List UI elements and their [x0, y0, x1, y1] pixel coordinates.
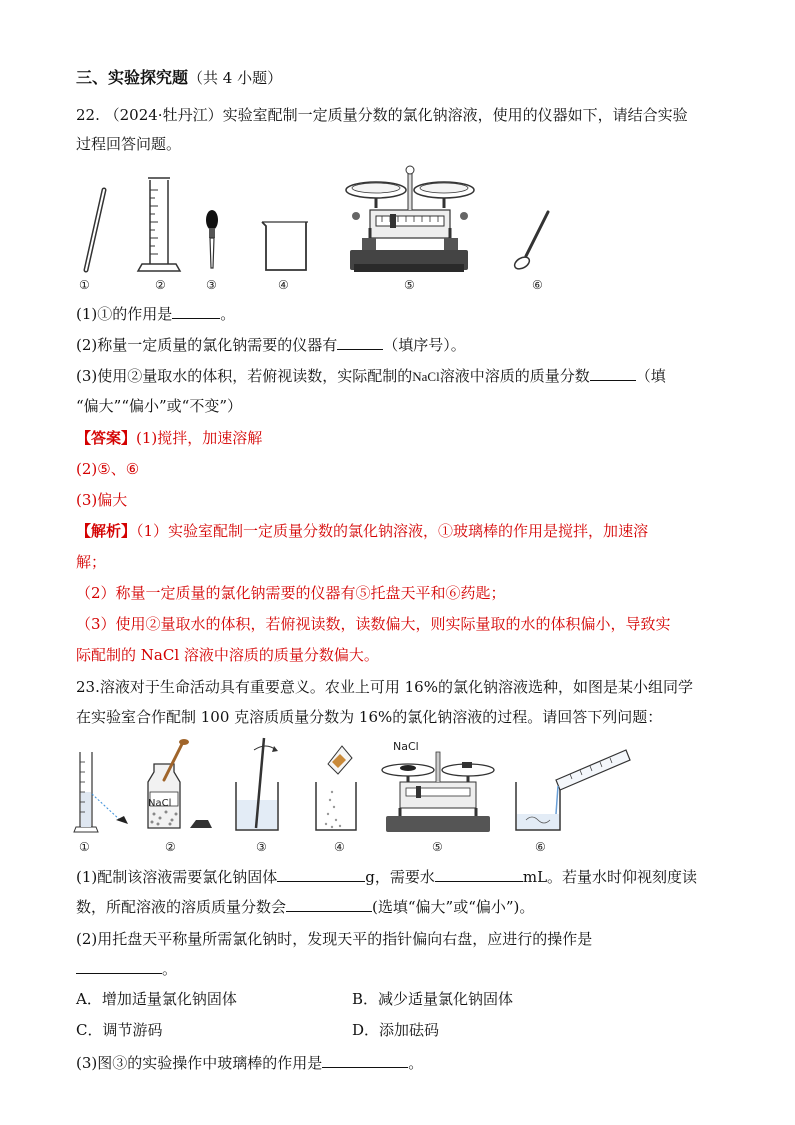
q22-stem-line1: 22. （2024·牡丹江）实验室配制一定质量分数的氯化钠溶液，使用的仪器如下，请结合实验	[76, 106, 688, 124]
q23-part1-text5: (选填“偏大”或“偏小”)。	[372, 898, 535, 916]
q23-bottle-nacl-label: NaCl	[148, 798, 172, 809]
section-heading	[76, 68, 282, 88]
q22-analysis2: （2）称量一定质量的氯化钠需要的仪器有⑤托盘天平和⑥药匙；	[76, 584, 506, 602]
q23-label-1: ①	[79, 840, 90, 854]
q23-part1-line2	[76, 897, 534, 917]
q23-part1-text2: g，需要水	[365, 868, 435, 886]
answer1-text: (1)搅拌，加速溶解	[136, 429, 263, 447]
q23-part2-line2	[76, 959, 177, 979]
q22-answer1	[76, 428, 262, 448]
q22-part1-end: 。	[220, 305, 236, 323]
dropper-icon	[206, 210, 218, 268]
pouring-solid-icon	[316, 746, 356, 830]
beaker-icon	[262, 222, 308, 270]
analysis-tag: 【解析】	[76, 522, 137, 540]
q22-label-5: ⑤	[404, 278, 415, 292]
q22-part3-line1	[76, 366, 666, 387]
q22-part1-blank	[172, 304, 220, 319]
q22-part3-text: (3)使用②量取水的体积，若俯视读数，实际配制的	[76, 367, 413, 385]
q23-part1-blank3	[286, 897, 372, 912]
q22-apparatus-figure	[70, 160, 570, 300]
q23-part1-blank2	[435, 867, 523, 882]
q23-part1-text: (1)配制该溶液需要氯化钠固体	[76, 868, 278, 886]
section-title: 三、实验探究题	[76, 68, 189, 87]
q22-part3-nacl: NaCl	[412, 369, 440, 384]
q22-part1	[76, 304, 235, 324]
graduated-cylinder-icon	[138, 178, 180, 271]
q22-label-2: ②	[155, 278, 166, 292]
q22-analysis3-line1: （3）使用②量取水的体积，若俯视读数，读数偏大，则实际量取的水的体积偏小，导致实	[76, 615, 671, 633]
q23-part1-line1	[76, 867, 697, 887]
q22-part3-line2: “偏大”“偏小”或“不变”）	[76, 397, 243, 415]
q22-analysis3-line2: 际配制的 NaCl 溶液中溶质的质量分数偏大。	[76, 646, 379, 664]
q22-label-6: ⑥	[532, 278, 543, 292]
analysis1-text: （1）实验室配制一定质量分数的氯化钠溶液，①玻璃棒的作用是搅拌，加速溶	[136, 522, 649, 540]
q23-part1-text3: mL。若量水时仰视刻度读	[522, 868, 698, 886]
pan-balance-icon	[346, 166, 474, 272]
q22-part2	[76, 335, 466, 355]
q23-label-2: ②	[165, 840, 176, 854]
reagent-bottle-icon	[148, 739, 212, 828]
q23-label-5: ⑤	[432, 840, 443, 854]
q23-procedure-figure	[70, 732, 640, 842]
cylinder-reading-icon	[74, 752, 128, 832]
q23-part1-blank1	[277, 867, 365, 882]
q23-label-4: ④	[334, 840, 345, 854]
q23-part3-blank	[322, 1053, 408, 1068]
q23-stem-line2: 在实验室合作配制 100 克溶质质量分数为 16%的氯化钠溶液的过程。请回答下列问题：	[76, 708, 663, 726]
q23-part3-text: (3)图③的实验操作中玻璃棒的作用是	[76, 1054, 323, 1072]
q22-part3-text3: （填	[635, 367, 666, 385]
pouring-liquid-icon	[516, 750, 630, 830]
q22-answer3: (3)偏大	[76, 491, 128, 509]
balance-nacl-icon	[382, 752, 494, 832]
q22-analysis1-line2: 解；	[76, 553, 107, 571]
q23-part2-blank	[76, 959, 162, 974]
q22-part1-text: (1)①的作用是	[76, 305, 173, 323]
q22-answer2: (2)⑤、⑥	[76, 460, 140, 478]
q22-label-3: ③	[206, 278, 217, 292]
glass-rod-icon	[86, 190, 104, 270]
q23-option-b: B．减少适量氯化钠固体	[352, 990, 514, 1008]
q22-stem-line2: 过程回答问题。	[76, 135, 182, 153]
q22-part2-blank	[337, 335, 383, 350]
q22-part2-end: （填序号）。	[383, 336, 466, 354]
q23-part2-line1: (2)用托盘天平称量所需氯化钠时，发现天平的指针偏向右盘，应进行的操作是	[76, 930, 593, 948]
q23-option-d: D．添加砝码	[352, 1021, 440, 1039]
q22-label-1: ①	[79, 278, 90, 292]
q23-part3	[76, 1053, 423, 1073]
spoon-icon	[513, 212, 548, 271]
q23-part1-text4: 数，所配溶液的溶质质量分数会	[76, 898, 287, 916]
q23-stem-line1: 23.溶液对于生命活动具有重要意义。农业上可用 16%的氯化钠溶液选种，如图是某小组同学	[76, 678, 693, 696]
answer-tag: 【答案】	[76, 429, 137, 447]
q23-label-3: ③	[256, 840, 267, 854]
q22-part3-text2: 溶液中溶质的质量分数	[439, 367, 590, 385]
q22-analysis1-line1	[76, 521, 648, 541]
stirring-beaker-icon	[236, 738, 278, 830]
q23-label-6: ⑥	[535, 840, 546, 854]
q23-option-a: A．增加适量氯化钠固体	[76, 990, 237, 1008]
q22-part2-text: (2)称量一定质量的氯化钠需要的仪器有	[76, 336, 338, 354]
q22-label-4: ④	[278, 278, 289, 292]
q23-part2-end: 。	[162, 960, 178, 978]
q23-balance-nacl-label: NaCl	[393, 740, 419, 753]
q23-option-c: C．调节游码	[76, 1021, 163, 1039]
section-count: （共 4 小题）	[188, 69, 283, 87]
q22-part3-blank	[590, 366, 636, 381]
q23-part3-end: 。	[408, 1054, 424, 1072]
